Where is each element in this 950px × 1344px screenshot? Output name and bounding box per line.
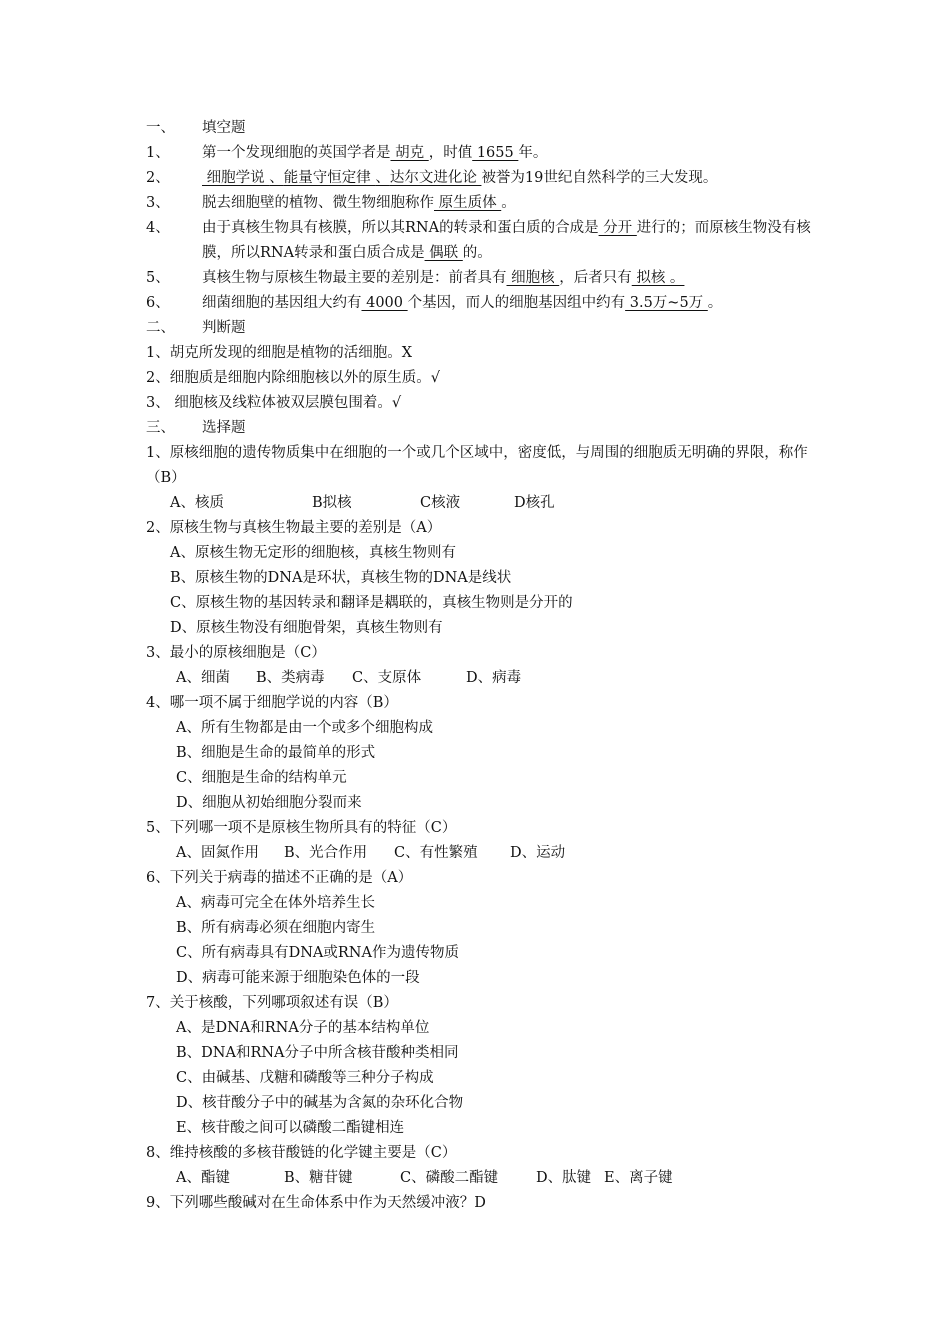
fill-question-5: 5、 真核生物与原核生物最主要的差别是：前者具有 细胞核 ，后者只有 拟核 。 [146, 270, 685, 286]
option: C、磷酸二酯键 [400, 1170, 499, 1186]
option: D、病毒 [466, 670, 522, 686]
option: D核孔 [514, 495, 555, 511]
choice-question-2: 2、原核生物与真核生物最主要的差别是（A） [146, 520, 442, 536]
option-row [146, 1166, 818, 1191]
option: B拟核 [312, 495, 352, 511]
choice-question-3: 3、最小的原核细胞是（C） [146, 645, 326, 661]
answer-blank: 拟核 。 [631, 270, 685, 286]
fill-question-3: 3、 脱去细胞壁的植物、微生物细胞称作 原生质体 。 [146, 195, 516, 211]
fill-question-1: 1、 第一个发现细胞的英国学者是 胡克 ，时值 1655 年。 [146, 145, 548, 161]
option: C、原核生物的基因转录和翻译是耦联的，真核生物则是分开的 [170, 595, 573, 611]
option-row [146, 491, 818, 516]
option: B、细胞是生命的最简单的形式 [176, 745, 376, 761]
option: A、核质 [170, 495, 224, 511]
option: B、所有病毒必须在细胞内寄生 [176, 920, 376, 936]
option: B、类病毒 [256, 670, 325, 686]
answer-blank: 偶联 [424, 245, 463, 261]
option: A、酯键 [176, 1170, 230, 1186]
section-heading-multiple-choice: 三、 选择题 [146, 420, 246, 436]
choice-question-1: 1、原核细胞的遗传物质集中在细胞的一个或几个区域中，密度低，与周围的细胞质无明确的界限，称作（B） [146, 445, 808, 486]
option: E、离子键 [604, 1170, 673, 1186]
option: C、所有病毒具有DNA或RNA作为遗传物质 [176, 945, 459, 961]
option-row [146, 666, 818, 691]
fill-question-6: 6、 细菌细胞的基因组大约有 4000 个基因，而人的细胞基因组中约有 3.5万~5万 。 [146, 295, 723, 311]
answer-blank: 胡克 [390, 145, 429, 161]
option: C、由碱基、戊糖和磷酸等三种分子构成 [176, 1070, 434, 1086]
option: A、原核生物无定形的细胞核，真核生物则有 [170, 545, 456, 561]
fill-question-4: 4、 由于真核生物具有核膜，所以其RNA的转录和蛋白质的合成是 分开 进行的；而原核生物没有核膜，所以RNA转录和蛋白质合成是 偶联 的。 [146, 216, 818, 266]
judge-item-1: 1、胡克所发现的细胞是植物的活细胞。X [146, 345, 413, 361]
choice-question-4: 4、哪一项不属于细胞学说的内容（B） [146, 695, 398, 711]
choice-question-9: 9、下列哪些酸碱对在生命体系中作为天然缓冲液？D [146, 1195, 486, 1211]
choice-question-5: 5、下列哪一项不是原核生物所具有的特征（C） [146, 820, 457, 836]
option: B、糖苷键 [284, 1170, 353, 1186]
option: C、支原体 [352, 670, 422, 686]
choice-question-7: 7、关于核酸，下列哪项叙述有误（B） [146, 995, 398, 1011]
option: D、原核生物没有细胞骨架，真核生物则有 [170, 620, 443, 636]
question-text: 由于真核生物具有核膜，所以其RNA的转录和蛋白质的合成是 分开 进行的；而原核生物没有核膜，所以RNA转录和蛋白质合成是 偶联 的。 [202, 220, 811, 261]
answer-blank: 能量守恒定律 [283, 170, 376, 186]
option: C、有性繁殖 [394, 845, 478, 861]
option: D、细胞从初始细胞分裂而来 [176, 795, 362, 811]
answer-blank: 1655 [472, 145, 519, 161]
answer-blank: 分开 [598, 220, 637, 236]
option: A、细菌 [176, 670, 230, 686]
option: B、光合作用 [284, 845, 368, 861]
option: D、运动 [510, 845, 566, 861]
section-heading-true-false: 二、 判断题 [146, 320, 246, 336]
option: D、核苷酸分子中的碱基为含氮的杂环化合物 [176, 1095, 464, 1111]
section-heading-fill-blank: 一、 填空题 [146, 120, 246, 136]
answer-blank: 4000 [361, 295, 408, 311]
option: A、是DNA和RNA分子的基本结构单位 [176, 1020, 430, 1036]
option: A、病毒可完全在体外培养生长 [176, 895, 375, 911]
option: B、DNA和RNA分子中所含核苷酸种类相同 [176, 1045, 459, 1061]
option: D、肽键 [536, 1170, 592, 1186]
answer-blank: 细胞核 [506, 270, 560, 286]
option: C、细胞是生命的结构单元 [176, 770, 347, 786]
option: D、病毒可能来源于细胞染色体的一段 [176, 970, 420, 986]
choice-question-6: 6、下列关于病毒的描述不正确的是（A） [146, 870, 413, 886]
option: A、所有生物都是由一个或多个细胞构成 [176, 720, 433, 736]
answer-blank: 细胞学说 [202, 170, 270, 186]
document-content [146, 116, 818, 1216]
option-row [146, 841, 818, 866]
fill-question-2: 2、 细胞学说 、能量守恒定律 、达尔文进化论 被誉为19世纪自然科学的三大发现。 [146, 170, 718, 186]
judge-item-3: 3、 细胞核及线粒体被双层膜包围着。√ [146, 395, 402, 411]
option: B、原核生物的DNA是环状，真核生物的DNA是线状 [170, 570, 512, 586]
answer-blank: 原生质体 [434, 195, 502, 211]
choice-question-8: 8、维持核酸的多核苷酸链的化学键主要是（C） [146, 1145, 457, 1161]
option: A、固氮作用 [176, 845, 259, 861]
answer-blank: 达尔文进化论 [389, 170, 482, 186]
judge-item-2: 2、细胞质是细胞内除细胞核以外的原生质。√ [146, 370, 440, 386]
option: E、核苷酸之间可以磷酸二酯键相连 [176, 1120, 405, 1136]
answer-blank: 3.5万~5万 [625, 295, 708, 311]
option: C核液 [420, 495, 461, 511]
